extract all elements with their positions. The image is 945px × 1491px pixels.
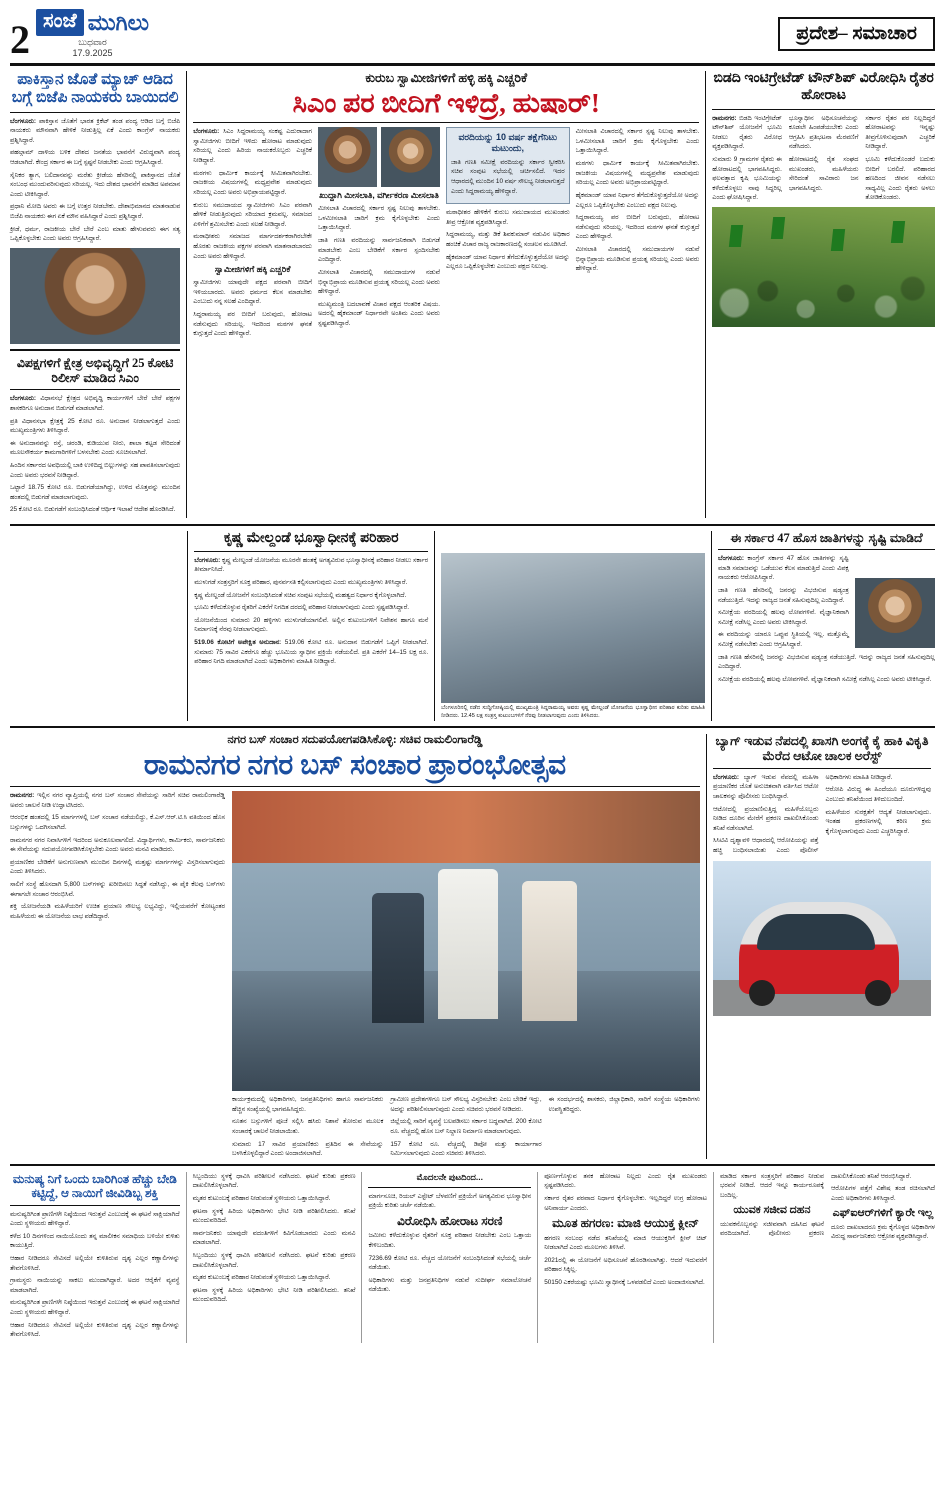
bottom-col5-para-2: ಆರೋಪಿಗಳ ಪತ್ತೆಗೆ ವಿಶೇಷ ತಂಡ ರಚಿಸಲಾಗಿದೆ ಎಂದು ಅಧಿಕಾರಿಗಳು ತಿಳಿಸಿದ್ದಾರೆ. bbox=[830, 1185, 935, 1202]
story-d-highlight-text: 519.06 ಕೋಟಿ ರೂ. ಅನುದಾನ ಬಿಡುಗಡೆಗೆ ಒಪ್ಪಿಗೆ ನೀಡಲಾಗಿದೆ. ಸುಮಾರು 75 ಸಾವಿರ ಎಕರೆಗೂ ಹೆಚ್ಚು ಭೂಮಿಯ ಸ್ವಾಧೀನ ಪ್ರಕ್ರಿಯೆ ನಡೆಯಲಿದೆ. ಪ್ರತಿ ಎಕರೆಗೆ 14–15 ಲಕ್ಷ ರೂ. ಪರಿಹಾರ ನಿಗದಿ ಮಾಡಲಾಗಿದೆ ಎಂದು ಅಧಿಕಾರಿಗಳು ಮಾಹಿತಿ ನೀಡಿದ್ದಾರೆ. bbox=[194, 639, 429, 666]
story-e-para-1: ಜಾತಿ ಗಣತಿ ಹೆಸರಿನಲ್ಲಿ ಜನರನ್ನು ವಿಭಜಿಸುವ ಷಡ್ಯಂತ್ರ ನಡೆಯುತ್ತಿದೆ. ಇದನ್ನು ರಾಜ್ಯದ ಜನತೆ ಸಹಿಸುವುದಿಲ್ಲ ಎಂದಿದ್ದಾರೆ. bbox=[717, 586, 849, 604]
story-a-photo bbox=[10, 248, 180, 344]
story-main-headline: ರಾಮನಗರ ನಗರ ಬಸ್ ಸಂಚಾರ ಪ್ರಾರಂಭೋತ್ಸವ bbox=[143, 749, 567, 781]
bottom-col5-para-0: ಮಾಡಿದ ಸರ್ಕಾರ ಸಂತ್ರಸ್ತರಿಗೆ ಪರಿಹಾರ ನೀಡುವ ಭರವಸೆ ನೀಡಿದೆ. ಆದರೆ ಇನ್ನೂ ಕಾರ್ಯರೂಪಕ್ಕೆ ಬಂದಿಲ್ಲ. bbox=[719, 1172, 824, 1199]
bottom-col5-head-2: ಎಫ್‌ಐಆರ್‌ಗಳಿಗೆ ಕ್ಯಾರೇ ಇಲ್ಲ bbox=[832, 1206, 934, 1219]
story-d-highlight-label: 519.06 ಕೋಟಿಗೆ ಅಪೇಕ್ಷಿತ ಅನುದಾನ: bbox=[194, 639, 282, 647]
story-b-para-9: ಮುಖ್ಯಮಂತ್ರಿ ಬದಲಾವಣೆ ವಿಚಾರ ಪಕ್ಷದ ಆಂತರಿಕ ವಿಷಯ. ಅದರಲ್ಲಿ ಹೈಕಮಾಂಡ್ ನಿರ್ಧಾರವೇ ಅಂತಿಮ ಎಂದು ಅವರು ಸ್ಪಷ್ಟಪಡಿಸಿದ್ದಾರೆ. bbox=[317, 300, 440, 327]
story-c-text-0: ಬಿಡದಿ ಇಂಟಿಗ್ರೇಟೆಡ್ ಟೌನ್‌ಶಿಪ್ ಯೋಜನೆಗೆ ಭೂಮಿ ನೀಡಲು ರೈತರು ವಿರೋಧ ವ್ಯಕ್ತಪಡಿಸಿದ್ದಾರೆ. bbox=[712, 114, 782, 151]
story-main-right-1: 157 ಕೋಟಿ ರೂ. ವೆಚ್ಚದಲ್ಲಿ ಡಿಪೋ ಮತ್ತು ಕಾರ್ಯಾಗಾರ ನಿರ್ಮಿಸಲಾಗುವುದು ಎಂದು ಸಚಿವರು ತಿಳಿಸಿದರು. bbox=[390, 1140, 542, 1158]
story-b-para-0 bbox=[193, 127, 312, 165]
bottom-col2-para-5: ಮೃತರ ಕುಟುಂಬಕ್ಕೆ ಪರಿಹಾರ ನೀಡುವಂತೆ ಸ್ಥಳೀಯರು ಒತ್ತಾಯಿಸಿದ್ದಾರೆ. bbox=[192, 1274, 331, 1282]
bottom-col3-para-2: 7236.69 ಕೋಟಿ ರೂ. ವೆಚ್ಚದ ಯೋಜನೆಗೆ ಸಂಬಂಧಿಸಿದಂತೆ ಸಭೆಯಲ್ಲಿ ಚರ್ಚೆ ನಡೆಯಿತು. bbox=[368, 1254, 532, 1272]
story-main-para-0 bbox=[10, 791, 225, 810]
bottom-col4-para-3: 2021ರಲ್ಲಿ ಈ ಯೋಜನೆಗೆ ಅಧಿಸೂಚನೆ ಹೊರಡಿಸಲಾಗಿತ್ತು. ಆದರೆ ಇದುವರೆಗೆ ಪರಿಹಾರ ಸಿಕ್ಕಿಲ್ಲ. bbox=[544, 1256, 707, 1274]
story-b-tint-head: ವರದಿಯನ್ನು 10 ವರ್ಷ ತಕ್ಷೆಗೆನಿಟು ಮಟುಂದು, bbox=[458, 132, 558, 154]
story-b-sub2-head: ಖುದ್ದಾಗಿ ಮೀಸಲಾತಿ, ವರ್ಗೀಕರಣ ಮೀಸಲಾತಿ bbox=[319, 190, 439, 201]
story-b-para-4: ಸ್ವಾಮೀಜಿಗಳು ಯಾವುದೇ ಪಕ್ಷದ ಪರವಾಗಿ ಬೀದಿಗೆ ಇಳಿಯಬಾರದು. ಅವರು ಧರ್ಮದ ಕೆಲಸ ಮಾಡಬೇಕು ಎಂಬುದು ನನ್ನ ಸಲಹೆ ಎಂದಿದ್ದಾರೆ. bbox=[193, 279, 312, 306]
bottom-col2-para-2: ಘಟನಾ ಸ್ಥಳಕ್ಕೆ ಹಿರಿಯ ಅಧಿಕಾರಿಗಳು ಭೇಟಿ ನೀಡಿ ಪರಿಶೀಲಿಸಿದರು. ತನಿಖೆ ಮುಂದುವರಿದಿದೆ. bbox=[192, 1207, 356, 1225]
bottom-col1-para-3: ಗ್ರಾಮಸ್ಥರು ನಾಯಿಯನ್ನು ಸಾಕಲು ಮುಂದಾಗಿದ್ದಾರೆ. ಅದರ ಆರೈಕೆಗೆ ವ್ಯವಸ್ಥೆ ಮಾಡಲಾಗಿದೆ. bbox=[10, 1277, 180, 1294]
bottom-col4-para-2: ಹಗರಣ ಸಂಬಂಧ ನಡೆದ ತನಿಖೆಯಲ್ಲಿ ಮಾಜಿ ಆಯುಕ್ತರಿಗೆ ಕ್ಲೀನ್ ಚಿಟ್ ನೀಡಲಾಗಿದೆ ಎಂದು ಮೂಲಗಳು ತಿಳಿಸಿವೆ. bbox=[544, 1234, 707, 1252]
story-a2-para-0 bbox=[10, 394, 180, 413]
story-f-para-1: ಆಟೋದಲ್ಲಿ ಪ್ರಯಾಣಿಸುತ್ತಿದ್ದ ಮಹಿಳೆಯೊಬ್ಬರು ನೀಡಿದ ದೂರಿನ ಮೇರೆಗೆ ಪ್ರಕರಣ ದಾಖಲಿಸಿಕೊಂಡು ತನಿಖೆ ನಡೆಸಲಾಗಿದೆ. bbox=[713, 805, 819, 832]
bottom-col4 bbox=[537, 1172, 707, 1343]
bottom-col5-head-1: ಯುವಕ ಸಜೀವ ದಹನ bbox=[733, 1203, 811, 1216]
story-f-para-0 bbox=[713, 773, 819, 802]
story-e-photo-col bbox=[855, 554, 935, 652]
story-main-lower-columns bbox=[232, 1095, 700, 1159]
story-b-columns bbox=[193, 127, 699, 342]
bottom-col3-para-0: ಮಾರ್ಗಸೂಚಿ, ರಿಯಲ್ ಎಸ್ಟೇಟ್ ಬೆಳವಣಿಗೆ ಪ್ರಕ್ರಿಯೆಗೆ ಅಗತ್ಯವಿರುವ ಭೂಸ್ವಾಧೀನ ಪ್ರಕ್ರಿಯೆ ಕುರಿತು ಚರ್ಚೆ ನಡೆಯಿತು. bbox=[368, 1192, 532, 1210]
story-a-para-3: ಪ್ರಧಾನಿ ಮೋದಿ ಅವರು ಈ ಬಗ್ಗೆ ಉತ್ತರ ನೀಡಬೇಕು. ದೇಶಾಭಿಮಾನದ ಮಾತನಾಡುವ ಬಿಜೆಪಿ ನಾಯಕರು ಈಗ ಏಕೆ ಮೌನ ವಹಿಸಿದ್ದಾರೆ ಎಂದು ಪ್ರಶ್ನಿಸಿದ್ದಾರೆ. bbox=[10, 203, 181, 221]
story-b-para-15: ಹೈಕಮಾಂಡ್ ಯಾವ ನಿರ್ಧಾರ ತೆಗೆದುಕೊಳ್ಳುತ್ತದೆಯೋ ಅದನ್ನು ಎಲ್ಲರೂ ಒಪ್ಪಿಕೊಳ್ಳಬೇಕು ಎಂಬುದು ಪಕ್ಷದ ನಿಲುವು. bbox=[575, 191, 700, 209]
masthead bbox=[10, 8, 935, 66]
story-b-col-4 bbox=[576, 127, 700, 342]
bottom-col1-para-5: ಆಹಾರ ನೀಡಿದರೂ ಸೇವಿಸದೆ ಅಲ್ಲಿಯೇ ಕುಳಿತಿರುವ ದೃಶ್ಯ ಎಲ್ಲರ ಕಣ್ಣಾಲಿಗಳನ್ನು ತೇವಗೊಳಿಸಿದೆ. bbox=[10, 1321, 180, 1339]
story-c-para-1: ಸುಮಾರು 9 ಗ್ರಾಮಗಳ ರೈತರು ಈ ಹೋರಾಟದಲ್ಲಿ ಭಾಗವಹಿಸಿದ್ದರು. ಫಲವತ್ತಾದ ಕೃಷಿ ಭೂಮಿಯನ್ನು ಕಳೆದುಕೊಳ್ಳಲು ನಾವು ಸಿದ್ಧರಿಲ್ಲ ಎಂದು ಘೋಷಿಸಿದ್ದಾರೆ. bbox=[712, 156, 782, 202]
bottom-col3-para-1: ಜಮೀನು ಕಳೆದುಕೊಳ್ಳುವ ರೈತರಿಗೆ ಸೂಕ್ತ ಪರಿಹಾರ ನೀಡಬೇಕು ಎಂಬ ಒತ್ತಾಯ ಕೇಳಿಬಂದಿತು. bbox=[368, 1232, 532, 1249]
story-d-text-0: ಕೃಷ್ಣ ಮೇಲ್ದಂಡೆ ಯೋಜನೆಯ ಮೂರನೇ ಹಂತಕ್ಕೆ ಅಗತ್ಯವಿರುವ ಭೂಸ್ವಾಧೀನಕ್ಕೆ ಪರಿಹಾರ ನೀಡಲು ಸರ್ಕಾರ ತೀರ್ಮಾನಿಸಿದೆ. bbox=[194, 556, 429, 574]
story-f-photo bbox=[713, 861, 931, 1016]
story-b-col-1 bbox=[193, 127, 312, 342]
story-e-para-3: ಈ ವರದಿಯನ್ನು ಯಾರೂ ಒಪ್ಪುವ ಸ್ಥಿತಿಯಲ್ಲಿ ಇಲ್ಲ. ಮತ್ತೊಮ್ಮೆ ಸಮೀಕ್ಷೆ ನಡೆಸಬೇಕು ಎಂದು ಆಗ್ರಹಿಸಿದ್ದಾರೆ. bbox=[717, 631, 849, 648]
story-main-dateline: ರಾಮನಗರ: bbox=[10, 792, 35, 800]
story-b-sub1-head: ಸ್ವಾಮೀಜಿಗಳಿಗೆ ಹಕ್ಕಿ ಎಚ್ಚರಿಕೆ bbox=[214, 264, 291, 275]
masthead-day: ಬುಧವಾರ bbox=[78, 37, 107, 47]
bottom-col3-para-3: ಅಧಿಕಾರಿಗಳು ಮತ್ತು ಜನಪ್ರತಿನಿಧಿಗಳ ನಡುವೆ ಸುದೀರ್ಘ ಸಮಾಲೋಚನೆ ನಡೆಯಿತು. bbox=[368, 1276, 532, 1294]
story-f-para-4: ಮಹಿಳೆಯರ ಸುರಕ್ಷತೆಗೆ ಆದ್ಯತೆ ನೀಡಲಾಗುವುದು. ಇಂತಹ ಪ್ರಕರಣಗಳಲ್ಲಿ ಕಠಿಣ ಕ್ರಮ ಕೈಗೊಳ್ಳಲಾಗುವುದು ಎಂದು ಎಚ್ಚರಿಸಿದ್ದಾರೆ. bbox=[825, 808, 931, 835]
story-main-mid-3: ಗ್ರಾಮೀಣ ಪ್ರದೇಶಗಳಿಗೂ ಬಸ್ ಸೌಲಭ್ಯ ವಿಸ್ತರಿಸಬೇಕು ಎಂಬ ಬೇಡಿಕೆ ಇದ್ದು, ಅದನ್ನು ಪರಿಶೀಲಿಸಲಾಗುವುದು ಎಂದು ಸಚಿವರು ಭರವಸೆ ನೀಡಿದರು. bbox=[390, 1096, 542, 1113]
bottom-col4-para-4: 50150 ಎಕರೆಯಷ್ಟು ಭೂಮಿ ಸ್ವಾಧೀನಕ್ಕೆ ಒಳಪಡಲಿದೆ ಎಂದು ಅಂದಾಜಿಸಲಾಗಿದೆ. bbox=[544, 1279, 705, 1287]
bottom-jump-label: ಮೊದಲನೇ ಪುಟದಿಂದ... bbox=[416, 1171, 484, 1182]
bottom-col2-para-3: ಸಾರ್ವಜನಿಕರು ಯಾವುದೇ ವದಂತಿಗಳಿಗೆ ಕಿವಿಗೊಡಬಾರದು ಎಂದು ಮನವಿ ಮಾಡಲಾಗಿದೆ. bbox=[192, 1229, 356, 1247]
story-a2-para-2: ಈ ಅನುದಾನವನ್ನು ರಸ್ತೆ, ಚರಂಡಿ, ಕುಡಿಯುವ ನೀರು, ಶಾಲಾ ಕಟ್ಟಡ ಸೇರಿದಂತೆ ಮೂಲಸೌಕರ್ಯ ಕಾಮಗಾರಿಗಳಿಗೆ ಬಳಸಬೇಕು ಎಂದು ಸೂಚಿಸಲಾಗಿದೆ. bbox=[10, 439, 181, 457]
story-d-para-0 bbox=[194, 556, 428, 575]
bottom-col3-jump bbox=[361, 1172, 531, 1343]
top-band bbox=[10, 71, 935, 518]
story-bus-inauguration bbox=[10, 734, 700, 1159]
story-f-text-0: ಬ್ಯಾಗ್ ಇಡುವ ನೆಪದಲ್ಲಿ ಮಹಿಳಾ ಪ್ರಯಾಣಿಕರ ಜೊತೆ ಅನುಚಿತವಾಗಿ ವರ್ತಿಸಿದ ಆಟೋ ಚಾಲಕನನ್ನು ಪೊಲೀಸರು ಬಂಧಿಸಿದ್ದಾರೆ. bbox=[713, 773, 819, 800]
bottom-col4-head: ಮೂತ ಹಗರಣ: ಮಾಜಿ ಆಯುಕ್ತ ಕ್ಲೀನ್ bbox=[552, 1216, 700, 1231]
bottom-col2-para-0: ಸಿಬ್ಬಂದಿಯು ಸ್ಥಳಕ್ಕೆ ಧಾವಿಸಿ ಪರಿಶೀಲನೆ ನಡೆಸಿದರು. ಘಟನೆ ಕುರಿತು ಪ್ರಕರಣ ದಾಖಲಿಸಿಕೊಳ್ಳಲಾಗಿದೆ. bbox=[192, 1172, 356, 1190]
story-c-dateline: ರಾಮನಗರ: bbox=[712, 114, 737, 122]
story-b-text-0: ಸಿಎಂ ಸಿದ್ದರಾಮಯ್ಯ ಸಂಕಷ್ಟ ಎದುರಾದಾಗ ಸ್ವಾಮೀಜಿಗಳು ಬೀದಿಗೆ ಇಳಿದು ಹೋರಾಟ ಮಾಡುವುದು ಸರಿಯಲ್ಲ ಎಂದು ಹಿರಿಯ ನಾಯಕರೊಬ್ಬರು ಎಚ್ಚರಿಕೆ ನೀಡಿದ್ದಾರೆ. bbox=[193, 128, 312, 165]
logo-wordmark: ಮುಗಿಲು bbox=[87, 9, 149, 35]
story-krishna-project-photo bbox=[434, 531, 705, 721]
bottom-col2 bbox=[186, 1172, 356, 1343]
story-b-para-10: ಮಠಾಧೀಶರ ಹೇಳಿಕೆಗೆ ಕುರುಬ ಸಮುದಾಯದ ಮುಖಂಡರು ತೀವ್ರ ಆಕ್ರೋಶ ವ್ಯಕ್ತಪಡಿಸಿದ್ದಾರೆ. bbox=[445, 209, 570, 226]
story-main-right-0: ಜಿಲ್ಲೆಯಲ್ಲಿ ಸಾರಿಗೆ ವ್ಯವಸ್ಥೆ ಬಲಪಡಿಸಲು ಸರ್ಕಾರ ಬದ್ಧವಾಗಿದೆ. 200 ಕೋಟಿ ರೂ. ವೆಚ್ಚದಲ್ಲಿ ಹೊಸ ಬಸ್ ನಿಲ್ದಾಣ ನಿರ್ಮಾಣ ಮಾಡಲಾಗುವುದು. bbox=[390, 1118, 542, 1135]
story-main-para-3: ಪ್ರಯಾಣಿಕರ ಬೇಡಿಕೆಗೆ ಅನುಗುಣವಾಗಿ ಮುಂದಿನ ದಿನಗಳಲ್ಲಿ ಮತ್ತಷ್ಟು ಮಾರ್ಗಗಳನ್ನು ವಿಸ್ತರಿಸಲಾಗುವುದು ಎಂದು ತಿಳಿಸಿದರು. bbox=[10, 858, 225, 876]
page-number: 2 bbox=[10, 17, 30, 62]
bottom-col4-para-0: ಪೂರ್ಣಗೊಳ್ಳುವ ತನಕ ಹೋರಾಟ ನಿಲ್ಲದು ಎಂದು ರೈತ ಮುಖಂಡರು ಸ್ಪಷ್ಟಪಡಿಸಿದರು. bbox=[544, 1172, 707, 1190]
bottom-col1-para-4: ಮನುಷ್ಯರಿಗಿಂತ ಪ್ರಾಣಿಗಳೇ ನಿಷ್ಠೆಯಿಂದ ಇರುತ್ತವೆ ಎಂಬುದಕ್ಕೆ ಈ ಘಟನೆ ಸಾಕ್ಷಿಯಾಗಿದೆ ಎಂದು ಸ್ಥಳೀಯರು ಹೇಳಿದ್ದಾರೆ. bbox=[10, 1299, 180, 1317]
story-cm-street-protest bbox=[186, 71, 706, 518]
story-main-text-0: ಇಲ್ಲಿನ ನಗರ ವ್ಯಾಪ್ತಿಯಲ್ಲಿ ನಗರ ಬಸ್ ಸಂಚಾರ ಸೇವೆಯನ್ನು ಸಾರಿಗೆ ಸಚಿವ ರಾಮಲಿಂಗಾರೆಡ್ಡಿ ಅವರು ಚಾಲನೆ ನೀಡಿ ಉದ್ಘಾಟಿಸಿದರು. bbox=[10, 792, 226, 809]
story-b-headline: ಸಿಎಂ ಪರ ಬೀದಿಗೆ ಇಳಿದ್ರೆ, ಹುಷಾರ್! bbox=[292, 88, 600, 118]
story-c-para-4: ಸರ್ಕಾರ ರೈತರ ಪರ ನಿಲ್ಲದಿದ್ದರೆ ಹೋರಾಟವನ್ನು ಇನ್ನಷ್ಟು ತೀವ್ರಗೊಳಿಸುವುದಾಗಿ ಎಚ್ಚರಿಕೆ ನೀಡಿದ್ದಾರೆ. bbox=[865, 114, 935, 151]
story-e-para-0 bbox=[718, 554, 849, 583]
story-d-caption: ಬೆಂಗಳೂರಿನಲ್ಲಿ ನಡೆದ ಸುದ್ದಿಗೋಷ್ಠಿಯಲ್ಲಿ ಮುಖ್ಯಮಂತ್ರಿ ಸಿದ್ದರಾಮಯ್ಯ ಅವರು ಕೃಷ್ಣ ಮೇಲ್ದಂಡೆ ಯೋಜನೆಯ ಭೂಸ್ವಾಧೀನ ಪರಿಹಾರ ಕುರಿತು ಮಾಹಿತಿ ನೀಡಿದರು. 12.45 ಲಕ್ಷ ಸಂತ್ರಸ್ತ ಕುಟುಂಬಗಳಿಗೆ ನೆರವು ನೀಡಲಾಗುವುದು ಎಂದು ತಿಳಿಸಿದರು. bbox=[441, 705, 705, 719]
story-c-photo bbox=[712, 207, 935, 327]
story-e-para-5: ಸಮೀಕ್ಷೆಯ ವರದಿಯಲ್ಲಿ ಹಲವು ಲೋಪಗಳಿವೆ. ವೈಜ್ಞಾನಿಕವಾಗಿ ಸಮೀಕ್ಷೆ ನಡೆಸಿಲ್ಲ ಎಂದು ಅವರು ಟೀಕಿಸಿದ್ದಾರೆ. bbox=[717, 675, 932, 683]
story-b-photo-leader bbox=[381, 127, 440, 187]
story-b-para-8: ಮೀಸಲಾತಿ ವಿಚಾರದಲ್ಲಿ ಸಮುದಾಯಗಳ ನಡುವೆ ಭಿನ್ನಾಭಿಪ್ರಾಯ ಮೂಡಿಸುವ ಪ್ರಯತ್ನ ಸರಿಯಲ್ಲ ಎಂದು ಅವರು ಹೇಳಿದ್ದಾರೆ. bbox=[317, 268, 440, 296]
story-bidadi-township bbox=[712, 71, 935, 518]
bottom-col1-para-0: ಮನುಷ್ಯರಿಗಿಂತ ಪ್ರಾಣಿಗಳೇ ನಿಷ್ಠೆಯಿಂದ ಇರುತ್ತವೆ ಎಂಬುದಕ್ಕೆ ಈ ಘಟನೆ ಸಾಕ್ಷಿಯಾಗಿದೆ ಎಂದು ಸ್ಥಳೀಯರು ಹೇಳಿದ್ದಾರೆ. bbox=[10, 1210, 180, 1228]
publication-logo bbox=[36, 9, 149, 58]
story-main-para-4: ಸಾಲಿಗೆ ಸಂಸ್ಥೆ ಹೊಸದಾಗಿ 5,800 ಬಸ್‌ಗಳನ್ನು ಖರೀದಿಸಲು ಸಿದ್ಧತೆ ನಡೆಸಿದ್ದು, ಈ ಪೈಕಿ ಕೆಲವು ಬಸ್‌ಗಳು ಈಗಾಗಲೇ ಸಂಚಾರ ಆರಂಭಿಸಿವೆ. bbox=[10, 880, 225, 898]
story-b-col-3 bbox=[446, 127, 570, 342]
story-b-para-2: ಕುರುಬ ಸಮುದಾಯದ ಸ್ವಾಮೀಜಿಗಳು ಸಿಎಂ ಪರವಾಗಿ ಹೇಳಿಕೆ ನೀಡುತ್ತಿರುವುದು ಸರಿಯಾದ ಕ್ರಮವಲ್ಲ. ಸಮಾಜದ ಏಳಿಗೆಗೆ ಶ್ರಮಿಸಬೇಕು ಎಂದು ಸಲಹೆ ನೀಡಿದ್ದಾರೆ. bbox=[193, 201, 312, 228]
story-main-photo bbox=[232, 791, 700, 1091]
story-a-dateline: ಬೆಂಗಳೂರು: bbox=[10, 117, 36, 125]
story-c-columns bbox=[712, 114, 935, 203]
story-f-para-3: ಆರೋಪಿ ವಿರುದ್ಧ ಈ ಹಿಂದೆಯೂ ದೂರುಗಳಿದ್ದವು ಎಂಬುದು ತನಿಖೆಯಿಂದ ತಿಳಿದುಬಂದಿದೆ. bbox=[825, 786, 931, 803]
story-a2-para-4: ಒಟ್ಟಾರೆ 18.75 ಕೋಟಿ ರೂ. ಬಿಡುಗಡೆಯಾಗಿದ್ದು, ಉಳಿದ ಮೊತ್ತವನ್ನು ಮುಂದಿನ ಹಂತದಲ್ಲಿ ಬಿಡುಗಡೆ ಮಾಡಲಾಗುವುದು. bbox=[10, 484, 181, 501]
story-b-para-17: ಮೀಸಲಾತಿ ವಿಚಾರದಲ್ಲಿ ಸಮುದಾಯಗಳ ನಡುವೆ ಭಿನ್ನಾಭಿಪ್ರಾಯ ಮೂಡಿಸುವ ಪ್ರಯತ್ನ ಸರಿಯಲ್ಲ ಎಂದು ಅವರು ಹೇಳಿದ್ದಾರೆ. bbox=[575, 245, 700, 273]
story-e-headline: ಈ ಸರ್ಕಾರ 47 ಹೊಸ ಜಾತಿಗಳನ್ನು ಸೃಷ್ಟಿ ಮಾಡಿದೆ bbox=[730, 531, 923, 546]
story-main-mid-2: ಸುಮಾರು 17 ಸಾವಿರ ಪ್ರಯಾಣಿಕರು ಪ್ರತಿದಿನ ಈ ಸೇವೆಯನ್ನು ಬಳಸಿಕೊಳ್ಳಲಿದ್ದಾರೆ ಎಂದು ಅಂದಾಜಿಸಲಾಗಿದೆ. bbox=[232, 1140, 384, 1158]
story-b-para-12: ಹೈಕಮಾಂಡ್ ಯಾವ ನಿರ್ಧಾರ ತೆಗೆದುಕೊಳ್ಳುತ್ತದೆಯೋ ಅದನ್ನು ಎಲ್ಲರೂ ಒಪ್ಪಿಕೊಳ್ಳಬೇಕು ಎಂಬುದು ಪಕ್ಷದ ನಿಲುವು. bbox=[445, 253, 570, 271]
story-e-dateline: ಬೆಂಗಳೂರು: bbox=[717, 555, 744, 563]
masthead-date: 17.9.2025 bbox=[72, 48, 113, 58]
story-d-para-4: ಯೋಜನೆಯಿಂದ ಸುಮಾರು 20 ಹಳ್ಳಿಗಳು ಮುಳುಗಡೆಯಾಗಲಿವೆ. ಅಲ್ಲಿನ ಕುಟುಂಬಗಳಿಗೆ ನಿವೇಶನ ಹಾಗೂ ಮನೆ ನಿರ್ಮಾಣಕ್ಕೆ ನೆರವು ನೀಡಲಾಗುವುದು. bbox=[194, 616, 429, 634]
story-main-mid-1: ನೂತನ ಬಸ್ಸುಗಳಿಗೆ ಪೂಜೆ ಸಲ್ಲಿಸಿ ಹಸಿರು ನಿಶಾನೆ ತೋರುವ ಮೂಲಕ ಸಂಚಾರಕ್ಕೆ ಚಾಲನೆ ನೀಡಲಾಯಿತು. bbox=[232, 1118, 384, 1135]
story-d-highlight bbox=[194, 638, 428, 667]
bottom-col3-sub: ವಿರೋಧಿಸಿ ಹೋರಾಟ ಸರಣಿ bbox=[397, 1213, 503, 1228]
lower-band bbox=[10, 734, 935, 1159]
story-main-columns bbox=[10, 791, 700, 1159]
story-d-headline: ಕೃಷ್ಣ ಮೇಲ್ದಂಡೆ ಭೂಸ್ವಾಧೀನಕ್ಕೆ ಪರಿಹಾರ bbox=[223, 531, 399, 547]
story-d-photo bbox=[441, 553, 705, 703]
story-main-col-right bbox=[232, 791, 700, 1159]
story-e-photo bbox=[855, 578, 935, 648]
story-e-text-0: ಕಾಂಗ್ರೆಸ್ ಸರ್ಕಾರ 47 ಹೊಸ ಜಾತಿಗಳನ್ನು ಸೃಷ್ಟಿ ಮಾಡಿ ಸಮಾಜವನ್ನು ಒಡೆಯುವ ಕೆಲಸ ಮಾಡುತ್ತಿದೆ ಎಂದು ವಿಪಕ್ಷ ನಾಯಕರು ಆರೋಪಿಸಿದ್ದಾರೆ. bbox=[717, 555, 849, 582]
story-a2-para-5: 25 ಕೋಟಿ ರೂ. ಬಿಡುಗಡೆಗೆ ಸಂಬಂಧಿಸಿದಂತೆ ಆರ್ಥಿಕ ಇಲಾಖೆ ಆದೇಶ ಹೊರಡಿಸಿದೆ. bbox=[10, 506, 176, 514]
story-f-headline: ಬ್ಯಾಗ್ ಇಡುವ ನೆಪದಲ್ಲಿ ಖಾಸಗಿ ಅಂಗಕ್ಕೆ ಕೈ ಹಾಕಿ ವಿಕೃತಿ ಮೆರೆದ ಆಟೋ ಚಾಲಕ ಅರೆಸ್ಟ್ bbox=[715, 733, 929, 763]
story-c-para-5: ಭೂಮಿ ಕಳೆದುಕೊಂಡರೆ ಬದುಕು ಬೀದಿಗೆ ಬರಲಿದೆ. ಪರಿಹಾರದ ಹಣದಿಂದ ಜೀವನ ನಡೆಸಲು ಸಾಧ್ಯವಿಲ್ಲ ಎಂದು ರೈತರು ಅಳಲು ತೋಡಿಕೊಂಡರು. bbox=[865, 156, 935, 202]
story-e-para-4: ಜಾತಿ ಗಣತಿ ಹೆಸರಿನಲ್ಲಿ ಜನರನ್ನು ವಿಭಜಿಸುವ ಷಡ್ಯಂತ್ರ ನಡೆಯುತ್ತಿದೆ. ಇದನ್ನು ರಾಜ್ಯದ ಜನತೆ ಸಹಿಸುವುದಿಲ್ಲ ಎಂದಿದ್ದಾರೆ. bbox=[717, 653, 935, 671]
story-main-right-2: ಈ ಸಂದರ್ಭದಲ್ಲಿ ಶಾಸಕರು, ಜಿಲ್ಲಾಧಿಕಾರಿ, ಸಾರಿಗೆ ಸಂಸ್ಥೆಯ ಅಧಿಕಾರಿಗಳು ಉಪಸ್ಥಿತರಿದ್ದರು. bbox=[548, 1096, 700, 1113]
bottom-col5 bbox=[713, 1172, 935, 1343]
story-e-text-col bbox=[718, 554, 849, 652]
story-main-para-2: ರಾಮನಗರ ನಗರ ನಿವಾಸಿಗಳಿಗೆ ಇದರಿಂದ ಅನುಕೂಲವಾಗಲಿದೆ. ವಿದ್ಯಾರ್ಥಿಗಳು, ಕಾರ್ಮಿಕರು, ಸಾರ್ವಜನಿಕರು ಈ ಸೇವೆಯನ್ನು ಸದುಪಯೋಗಪಡಿಸಿಕೊಳ್ಳಬೇಕು ಎಂದು ಅವರು ಮನವಿ ಮಾಡಿದರು. bbox=[10, 836, 225, 854]
story-b-dateline: ಬೆಂಗಳೂರು: bbox=[193, 128, 220, 136]
bottom-col5-columns bbox=[720, 1172, 935, 1242]
bottom-col5-para-1: ಯುವಕನೊಬ್ಬನನ್ನು ಸಜೀವವಾಗಿ ದಹಿಸಿದ ಘಟನೆ ವರದಿಯಾಗಿದೆ. ಪೊಲೀಸರು ಪ್ರಕರಣ ದಾಖಲಿಸಿಕೊಂಡು ತನಿಖೆ ಆರಂಭಿಸಿದ್ದಾರೆ. bbox=[719, 1172, 912, 1238]
story-b-kicker: ಕುರುಬ ಸ್ವಾಮೀಜಿಗಳಿಗೆ ಹಳ್ಳಿ ಹಕ್ಕಿ ಎಚ್ಚರಿಕೆ bbox=[365, 71, 528, 85]
story-main-col-left bbox=[10, 791, 225, 1159]
story-f-para-2: ಸಿಸಿಟಿವಿ ದೃಶ್ಯಾವಳಿ ಆಧಾರದಲ್ಲಿ ಆರೋಪಿಯನ್ನು ಪತ್ತೆ ಹಚ್ಚಿ ಬಂಧಿಸಲಾಯಿತು ಎಂದು ಪೊಲೀಸ್ ಅಧಿಕಾರಿಗಳು ಮಾಹಿತಿ ನೀಡಿದ್ದಾರೆ. bbox=[713, 773, 893, 854]
story-a2-para-1: ಪ್ರತಿ ವಿಧಾನಸಭಾ ಕ್ಷೇತ್ರಕ್ಕೆ 25 ಕೋಟಿ ರೂ. ಅನುದಾನ ನೀಡಲಾಗುತ್ತದೆ ಎಂದು ಮುಖ್ಯಮಂತ್ರಿಗಳು ತಿಳಿಸಿದ್ದಾರೆ. bbox=[10, 417, 181, 435]
story-47-castes bbox=[711, 531, 935, 721]
logo-badge: ಸಂಜೆ bbox=[36, 9, 84, 36]
bottom-col2-para-6: ಘಟನಾ ಸ್ಥಳಕ್ಕೆ ಹಿರಿಯ ಅಧಿಕಾರಿಗಳು ಭೇಟಿ ನೀಡಿ ಪರಿಶೀಲಿಸಿದರು. ತನಿಖೆ ಮುಂದುವರಿದಿದೆ. bbox=[192, 1286, 356, 1304]
story-a2-dateline: ಬೆಂಗಳೂರು: bbox=[10, 395, 36, 403]
bottom-band bbox=[10, 1172, 935, 1343]
story-a-para-2: ಸೈನಿಕರ ತ್ಯಾಗ, ಬಲಿದಾನವನ್ನು ಮರೆತು ಕ್ರೀಡೆಯ ಹೆಸರಿನಲ್ಲಿ ಪಾಕಿಸ್ತಾನದ ಜೊತೆ ಸಂಬಂಧ ಮುಂದುವರಿಸುವುದು ಸರಿಯಲ್ಲ. ಇದು ದೇಶದ ಭಾವನೆಗೆ ಮಾಡಿದ ಅಪಮಾನ ಎಂದು ಟೀಕಿಸಿದ್ದಾರೆ. bbox=[10, 171, 181, 198]
story-d-para-2: ಕೃಷ್ಣ ಮೇಲ್ದಂಡೆ ಯೋಜನೆಗೆ ಸಂಬಂಧಿಸಿದಂತೆ ಸಚಿವ ಸಂಪುಟ ಸಭೆಯಲ್ಲಿ ಮಹತ್ವದ ನಿರ್ಧಾರ ಕೈಗೊಳ್ಳಲಾಗಿದೆ. bbox=[194, 591, 407, 599]
story-auto-driver-arrest bbox=[706, 734, 931, 1159]
section-title: ಪ್ರದೇಶ– ಸಮಾಚಾರ bbox=[778, 17, 935, 51]
story-main-kicker: ನಗರ ಬಸ್ ಸಂಚಾರ ಸದುಪಯೋಗಪಡಿಸಿಕೊಳ್ಳಿ: ಸಚಿವ ರಾಮಲಿಂಗಾರೆಡ್ಡಿ bbox=[227, 733, 483, 746]
story-f-columns bbox=[713, 773, 931, 856]
story-main-mid-0: ಕಾರ್ಯಕ್ರಮದಲ್ಲಿ ಅಧಿಕಾರಿಗಳು, ಜನಪ್ರತಿನಿಧಿಗಳು ಹಾಗೂ ಸಾರ್ವಜನಿಕರು ಹೆಚ್ಚಿನ ಸಂಖ್ಯೆಯಲ್ಲಿ ಭಾಗವಹಿಸಿದ್ದರು. bbox=[232, 1096, 384, 1113]
story-b-col-2 bbox=[318, 127, 440, 342]
bottom-col4-para-1: ಸರ್ಕಾರ ರೈತರ ಪರವಾದ ನಿರ್ಧಾರ ಕೈಗೊಳ್ಳಬೇಕು. ಇಲ್ಲದಿದ್ದರೆ ಉಗ್ರ ಹೋರಾಟ ಅನಿವಾರ್ಯ ಎಂದರು. bbox=[544, 1194, 707, 1212]
story-a-para-4: ಕ್ರೀಡೆ, ಧರ್ಮ, ರಾಜಕೀಯ ಬೇರೆ ಬೇರೆ ಎಂಬ ಮಾತು ಹೇಳುವವರು ಈಗ ಸತ್ಯ ಒಪ್ಪಿಕೊಳ್ಳಬೇಕು ಎಂದು ಅವರು ಆಗ್ರಹಿಸಿದ್ದಾರೆ. bbox=[10, 225, 181, 243]
story-main-para-1: ಆರಂಭಿಕ ಹಂತದಲ್ಲಿ 15 ಮಾರ್ಗಗಳಲ್ಲಿ ಬಸ್ ಸಂಚಾರ ನಡೆಯಲಿದ್ದು, ಕೆ.ಎಸ್.ಆರ್.ಟಿ.ಸಿ ವತಿಯಿಂದ ಹೊಸ ಬಸ್ಸುಗಳನ್ನು ಒದಗಿಸಲಾಗಿದೆ. bbox=[10, 814, 225, 831]
story-b-para-5: ಸಿದ್ದರಾಮಯ್ಯ ಪರ ಬೀದಿಗೆ ಬರುವುದು, ಹೋರಾಟ ನಡೆಸುವುದು ಸರಿಯಲ್ಲ. ಇದರಿಂದ ಮಠಗಳ ಘನತೆ ಕುಗ್ಗುತ್ತದೆ ಎಂದು ಹೇಳಿದ್ದಾರೆ. bbox=[193, 310, 312, 338]
story-pakistan-match bbox=[10, 71, 180, 518]
story-a2-text-0: ವಿಧಾನಸಭೆ ಕ್ಷೇತ್ರದ ಅಭಿವೃದ್ಧಿ ಕಾರ್ಯಗಳಿಗೆ ಬೇರೆ ಬೇರೆ ಪಕ್ಷಗಳ ಶಾಸಕರಿಗೂ ಅನುದಾನ ಬಿಡುಗಡೆ ಮಾಡಲಾಗಿದೆ. bbox=[10, 395, 181, 412]
story-a-para-1: ಪಹಲ್ಗಾಮ್ ದಾಳಿಯ ಬಳಿಕ ದೇಶದ ಜನತೆಯ ಭಾವನೆಗೆ ವಿರುದ್ಧವಾಗಿ ಪಂದ್ಯ ಆಡಲಾಗಿದೆ. ಕೇಂದ್ರ ಸರ್ಕಾರ ಈ ಬಗ್ಗೆ ಸ್ಪಷ್ಟನೆ ನೀಡಬೇಕು ಎಂದು ಆಗ್ರಹಿಸಿದ್ದಾರೆ. bbox=[10, 149, 181, 166]
story-a-headline: ಪಾಕಿಸ್ತಾನ ಜೊತೆ ಮ್ಯಾಚ್ ಆಡಿದ ಬಗ್ಗೆ ಬಿಜೆಪಿ ನಾಯಕರು ಬಾಯಿದಲಿ bbox=[11, 71, 179, 107]
story-a-text-0: ಪಾಕಿಸ್ತಾನ ಜೊತೆಗೆ ಭಾರತ ಕ್ರಿಕೆಟ್ ತಂಡ ಪಂದ್ಯ ಆಡಿದ ಬಗ್ಗೆ ಬಿಜೆಪಿ ನಾಯಕರು ಮೌನವಾಗಿ ಹೇಳಿಕೆ ನೀಡುತ್ತಿಲ್ಲ ಏಕೆ ಎಂದು ಕಾಂಗ್ರೆಸ್ ನಾಯಕರು ಪ್ರಶ್ನಿಸಿದ್ದಾರೆ. bbox=[10, 117, 181, 144]
story-b-para-1: ಮಠಗಳು ಧಾರ್ಮಿಕ ಕಾರ್ಯಕ್ಕೆ ಸೀಮಿತವಾಗಿರಬೇಕು. ರಾಜಕೀಯ ವಿಷಯಗಳಲ್ಲಿ ಮಧ್ಯಪ್ರವೇಶ ಮಾಡುವುದು ಸರಿಯಲ್ಲ ಎಂದು ಅವರು ಅಭಿಪ್ರಾಯಪಟ್ಟಿದ್ದಾರೆ. bbox=[193, 169, 312, 196]
story-b-tint-body: ಜಾತಿ ಗಣತಿ ಸಮೀಕ್ಷೆ ವರದಿಯನ್ನು ಸರ್ಕಾರ ಸ್ವೀಕರಿಸಿ ಸಚಿವ ಸಂಪುಟ ಸಭೆಯಲ್ಲಿ ಚರ್ಚಿಸಲಿದೆ. ಇದರ ಆಧಾರದಲ್ಲಿ ಮುಂದಿನ 10 ವರ್ಷ ಸೌಲಭ್ಯ ನೀಡಲಾಗುತ್ತದೆ ಎಂದು ಸಿದ್ದರಾಮಯ್ಯ ಹೇಳಿದ್ದಾರೆ. bbox=[450, 158, 565, 195]
story-c-headline: ಬಿಡದಿ ಇಂಟಿಗ್ರೇಟೆಡ್ ಟೌನ್‌ಶಿಪ್ ವಿರೋಧಿಸಿ ರೈತರ ಹೋರಾಟ bbox=[713, 71, 934, 103]
story-b-para-16: ಸಿದ್ದರಾಮಯ್ಯ ಪರ ಬೀದಿಗೆ ಬರುವುದು, ಹೋರಾಟ ನಡೆಸುವುದು ಸರಿಯಲ್ಲ. ಇದರಿಂದ ಮಠಗಳ ಘನತೆ ಕುಗ್ಗುತ್ತದೆ ಎಂದು ಹೇಳಿದ್ದಾರೆ. bbox=[575, 214, 700, 241]
story-e-para-2: ಸಮೀಕ್ಷೆಯ ವರದಿಯಲ್ಲಿ ಹಲವು ಲೋಪಗಳಿವೆ. ವೈಜ್ಞಾನಿಕವಾಗಿ ಸಮೀಕ್ಷೆ ನಡೆಸಿಲ್ಲ ಎಂದು ಅವರು ಟೀಕಿಸಿದ್ದಾರೆ. bbox=[717, 609, 849, 626]
story-f-dateline: ಬೆಂಗಳೂರು: bbox=[713, 773, 739, 781]
story-a-para-0 bbox=[10, 117, 180, 146]
bottom-col1-head: ಮನುಷ್ಯ ನಿಗೆ ಒಂದು ಬಾರಿಗಿಂತ ಹೆಚ್ಚು ಬೇಡಿ ಕಟ್ಟಿದ್ದೆ, ಆ ನಾಯಿಗೆ ಜೀವಿಡಿಬ್ಬ ಶಕ್ತಿ bbox=[12, 1171, 177, 1201]
story-b-para-11: ಸಿದ್ದರಾಮಯ್ಯ, ಮತ್ತು ಡಿಕೆ ಶಿವಕುಮಾರ್ ನಡುವಿನ ಅಧಿಕಾರ ಹಂಚಿಕೆ ವಿಚಾರ ರಾಜ್ಯ ರಾಜಕಾರಣದಲ್ಲಿ ಸಂಚಲನ ಮೂಡಿಸಿದೆ. bbox=[445, 231, 570, 248]
story-c-para-2: ಭೂಸ್ವಾಧೀನ ಅಧಿಸೂಚನೆಯನ್ನು ಕೂಡಲೇ ಹಿಂಪಡೆಯಬೇಕು ಎಂದು ಆಗ್ರಹಿಸಿ ಪ್ರತಿಭಟನಾ ಮೆರವಣಿಗೆ ನಡೆಸಿದರು. bbox=[788, 114, 859, 151]
bottom-col2-para-1: ಮೃತರ ಕುಟುಂಬಕ್ಕೆ ಪರಿಹಾರ ನೀಡುವಂತೆ ಸ್ಥಳೀಯರು ಒತ್ತಾಯಿಸಿದ್ದಾರೆ. bbox=[192, 1194, 331, 1202]
masthead-left bbox=[10, 9, 149, 62]
story-b-para-3: ಮಠಾಧೀಶರು ಸಮಾಜದ ಮಾರ್ಗದರ್ಶಕರಾಗಿರಬೇಕೇ ಹೊರತು ರಾಜಕೀಯ ಪಕ್ಷಗಳ ಪರವಾಗಿ ಮಾತನಾಡಬಾರದು ಎಂದು ಅವರು ಹೇಳಿದ್ದಾರೆ. bbox=[193, 233, 312, 260]
story-b-photo-pair bbox=[318, 127, 440, 187]
story-b-highlight-box bbox=[446, 127, 570, 204]
mid-band bbox=[10, 531, 935, 721]
story-a2-para-3: ಹಿಂದಿನ ಸರ್ಕಾರದ ಅವಧಿಯಲ್ಲಿ ಬಾಕಿ ಉಳಿದಿದ್ದ ಬಿಲ್ಲುಗಳನ್ನು ಸಹ ಪಾವತಿಸಲಾಗುವುದು ಎಂದು ಅವರು ಭರವಸೆ ನೀಡಿದ್ದಾರೆ. bbox=[10, 462, 181, 479]
story-b-para-14: ಮಠಗಳು ಧಾರ್ಮಿಕ ಕಾರ್ಯಕ್ಕೆ ಸೀಮಿತವಾಗಿರಬೇಕು. ರಾಜಕೀಯ ವಿಷಯಗಳಲ್ಲಿ ಮಧ್ಯಪ್ರವೇಶ ಮಾಡುವುದು ಸರಿಯಲ್ಲ ಎಂದು ಅವರು ಅಭಿಪ್ರಾಯಪಟ್ಟಿದ್ದಾರೆ. bbox=[575, 160, 700, 187]
story-e-body bbox=[718, 554, 935, 652]
story-c-para-3: ಹೋರಾಟದಲ್ಲಿ ರೈತ ಸಂಘದ ಮುಖಂಡರು, ಮಹಿಳೆಯರು ಸೇರಿದಂತೆ ಸಾವಿರಾರು ಜನ ಭಾಗವಹಿಸಿದ್ದರು. bbox=[788, 156, 859, 192]
story-b-para-6: ಮೀಸಲಾತಿ ವಿಚಾರದಲ್ಲಿ ಸರ್ಕಾರ ಸ್ಪಷ್ಟ ನಿಲುವು ತಾಳಬೇಕು. ಒಳಮೀಸಲಾತಿ ಜಾರಿಗೆ ಕ್ರಮ ಕೈಗೊಳ್ಳಬೇಕು ಎಂದು ಒತ್ತಾಯಿಸಿದ್ದಾರೆ. bbox=[317, 205, 440, 232]
story-c-para-0 bbox=[712, 114, 782, 152]
story-loyal-dog bbox=[10, 1172, 180, 1343]
mid-spacer-left bbox=[10, 531, 181, 721]
story-b-para-7: ಜಾತಿ ಗಣತಿ ವರದಿಯನ್ನು ಸಾರ್ವಜನಿಕವಾಗಿ ಬಿಡುಗಡೆ ಮಾಡಬೇಕು ಎಂಬ ಬೇಡಿಕೆಗೆ ಸರ್ಕಾರ ಸ್ಪಂದಿಸಬೇಕು ಎಂದಿದ್ದಾರೆ. bbox=[317, 237, 440, 264]
story-d-para-1: ಮುಳುಗಡೆ ಸಂತ್ರಸ್ತರಿಗೆ ಸೂಕ್ತ ಪರಿಹಾರ, ಪುನರ್ವಸತಿ ಕಲ್ಪಿಸಲಾಗುವುದು ಎಂದು ಮುಖ್ಯಮಂತ್ರಿಗಳು ತಿಳಿಸಿದ್ದಾರೆ. bbox=[194, 578, 408, 586]
story-d-para-3: ಭೂಮಿ ಕಳೆದುಕೊಳ್ಳುವ ರೈತರಿಗೆ ಎಕರೆಗೆ ನಿಗದಿತ ದರದಲ್ಲಿ ಪರಿಹಾರ ನೀಡಲಾಗುವುದು ಎಂದು ಸ್ಪಷ್ಟಪಡಿಸಿದ್ದಾರೆ. bbox=[194, 604, 409, 612]
story-d-dateline: ಬೆಂಗಳೂರು: bbox=[194, 556, 221, 564]
story-b-photo-cm bbox=[318, 127, 377, 187]
story-krishna-project-left bbox=[187, 531, 428, 721]
bottom-col5-para-3: ದೂರು ದಾಖಲಾದರೂ ಕ್ರಮ ಕೈಗೊಳ್ಳದ ಅಧಿಕಾರಿಗಳ ವಿರುದ್ಧ ಸಾರ್ವಜನಿಕರು ಆಕ್ರೋಶ ವ್ಯಕ್ತಪಡಿಸಿದ್ದಾರೆ. bbox=[830, 1223, 935, 1241]
story-a2-headline: ವಿಪಕ್ಷಗಳಿಗೆ ಕ್ಷೇತ್ರ ಅಭಿವೃದ್ಧಿಗೆ 25 ಕೋಟಿ ರಿಲೀಸ್ ಮಾಡಿದ ಸಿಎಂ bbox=[16, 355, 174, 385]
bottom-col1-para-2: ಆಹಾರ ನೀಡಿದರೂ ಸೇವಿಸದೆ ಅಲ್ಲಿಯೇ ಕುಳಿತಿರುವ ದೃಶ್ಯ ಎಲ್ಲರ ಕಣ್ಣಾಲಿಗಳನ್ನು ತೇವಗೊಳಿಸಿದೆ. bbox=[10, 1254, 180, 1272]
bottom-col1-para-1: ಕಳೆದ 10 ದಿನಗಳಿಂದ ನಾಯಿಯೊಂದು ತನ್ನ ಮಾಲೀಕನ ಸಮಾಧಿಯ ಬಳಿಯೇ ಕುಳಿತು ಕಾಯುತ್ತಿದೆ. bbox=[10, 1232, 180, 1250]
story-main-para-5: ಶಕ್ತಿ ಯೋಜನೆಯಡಿ ಮಹಿಳೆಯರಿಗೆ ಉಚಿತ ಪ್ರಯಾಣ ಸೌಲಭ್ಯ ಲಭ್ಯವಿದ್ದು, ಇಲ್ಲಿಯವರೆಗೆ ಕೋಟ್ಯಂತರ ಮಹಿಳೆಯರು ಈ ಯೋಜನೆಯ ಲಾಭ ಪಡೆದಿದ್ದಾರೆ. bbox=[10, 903, 225, 920]
bottom-col2-para-4: ಸಿಬ್ಬಂದಿಯು ಸ್ಥಳಕ್ಕೆ ಧಾವಿಸಿ ಪರಿಶೀಲನೆ ನಡೆಸಿದರು. ಘಟನೆ ಕುರಿತು ಪ್ರಕರಣ ದಾಖಲಿಸಿಕೊಳ್ಳಲಾಗಿದೆ. bbox=[192, 1252, 356, 1269]
story-b-para-13: ಮೀಸಲಾತಿ ವಿಚಾರದಲ್ಲಿ ಸರ್ಕಾರ ಸ್ಪಷ್ಟ ನಿಲುವು ತಾಳಬೇಕು. ಒಳಮೀಸಲಾತಿ ಜಾರಿಗೆ ಕ್ರಮ ಕೈಗೊಳ್ಳಬೇಕು ಎಂದು ಒತ್ತಾಯಿಸಿದ್ದಾರೆ. bbox=[575, 128, 700, 155]
logo-row bbox=[36, 9, 149, 36]
